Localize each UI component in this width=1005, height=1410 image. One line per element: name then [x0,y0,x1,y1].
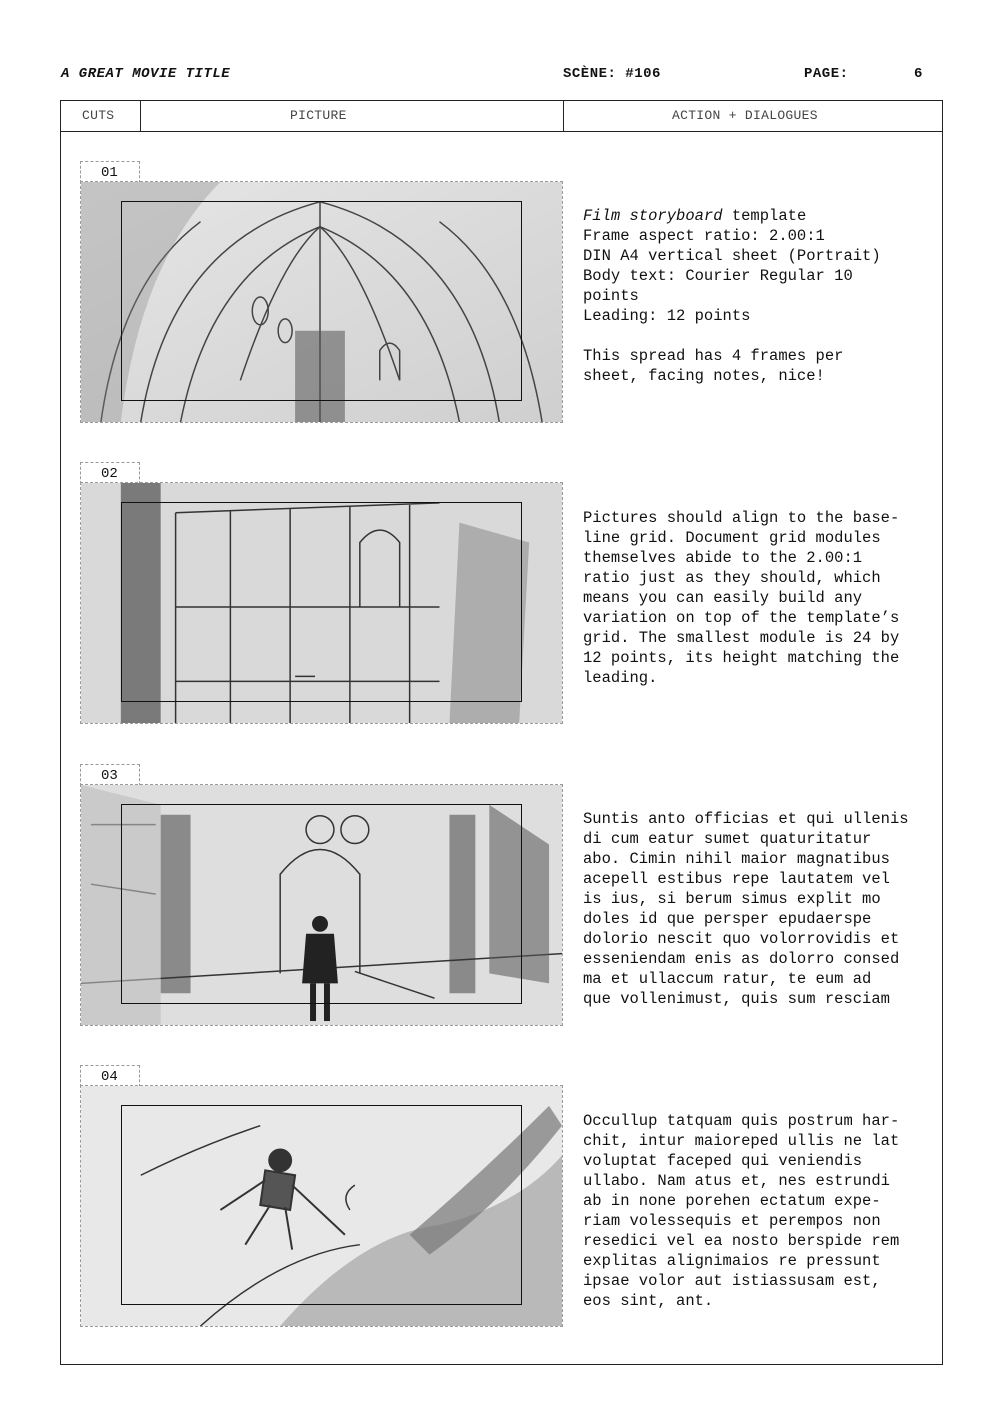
cut-number: 03 [80,764,140,786]
frame-notes [583,206,933,386]
movie-title: A GREAT MOVIE TITLE [61,66,231,82]
frame-notes: Pictures should align to the base- line grid. Document grid modules themselves abide to the 2.00:1 ratio just as they should, which means you can easily build any variation on top of the template’s grid. The smallest module is 24 by 12 points, its height matching the leading. [583,509,900,687]
column-divider [563,100,564,132]
safe-frame-rectangle [121,502,522,702]
page-label: PAGE: [804,66,849,82]
scene-label: SCÈNE: #106 [563,66,661,82]
safe-frame-rectangle [121,1105,522,1305]
frame-notes: Occullup tatquam quis postrum har- chit, intur maioreped ullis ne lat voluptat faceped qui veniendis ullabo. Nam atus et, nes estrundi ab in none porehen ectatum expe- riam volessequis et perempos non resedici vel ea nosto berspide rem explitas alignimaios re pressunt ipsae volor aut istiassusam est, eos sint, ant. [583,1112,900,1310]
notes-intro-text: template [722,207,807,225]
cut-number: 04 [80,1065,140,1087]
safe-frame-rectangle [121,804,522,1004]
notes-italic-text: Film storyboard [583,207,723,225]
frame-notes: Suntis anto officias et qui ullenis di cum eatur sumet quaturitatur abo. Cimin nihil maior magnatibus acepell estibus repe lautatem vel is ius, si berum simus explit mo doles id que persper epudaerspe dolorio nescit quo volorrovidis et esseniendam enis as dolorro consed ma et ullaccum ratur, te eum ad que vollenimust, quis sum resciam [583,810,909,1008]
page-number: 6 [914,66,923,82]
safe-frame-rectangle [121,201,522,401]
notes-body-text: Frame aspect ratio: 2.00:1 DIN A4 vertical sheet (Portrait) Body text: Courier Regular 10 points Leading: 12 points This spread has 4 frames per sheet, facing notes, nice! [583,227,881,385]
cut-number: 01 [80,161,140,183]
column-header-action: ACTION + DIALOGUES [672,108,818,123]
column-header-picture: PICTURE [290,108,347,123]
cut-number: 02 [80,462,140,484]
column-header-cuts: CUTS [82,108,115,123]
column-divider [140,100,141,132]
